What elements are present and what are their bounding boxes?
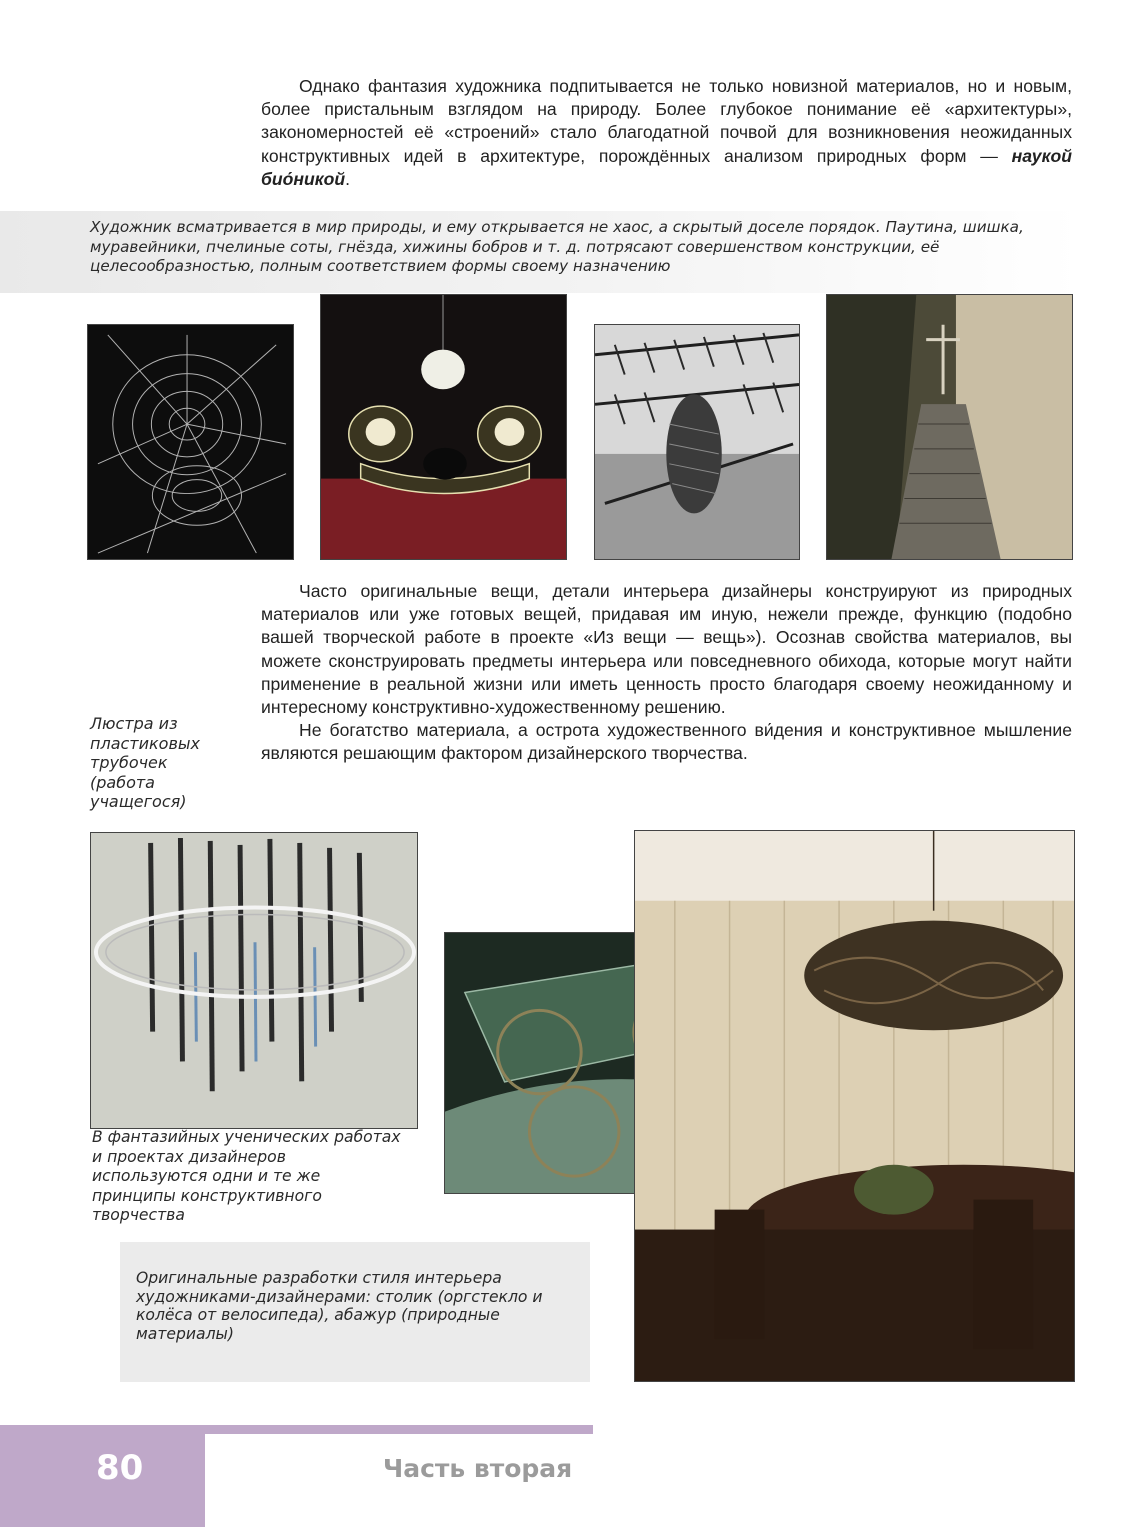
body-paragraph-2: Не богатство материала, а острота художественного ви́дения и конструктивное мышление являются решающим фактором дизайнерского творчества. xyxy=(261,720,1072,764)
plastic-chandelier-photo xyxy=(90,832,418,1129)
intro-text: Однако фантазия художника подпитывается не только новизной материалов, но и новым, более пристальным взглядом на природу. Более глубокое понимание её «архитектуры», закономерностей её «строений» стало благодатной почвой для возникновения неожиданных конструктивных идей в архитектуре, порождённых анализом природных форм — xyxy=(261,76,1072,166)
nature-caption: Художник всматривается в мир природы, и ему открывается не хаос, а скрытый доселе порядок. Паутина, шишка, муравейники, пчелиные соты, гнёзда, хижины бобров и т. д. потрясают совершенством конструкции, её целесообразностью, полным соответствием формы своему назначению xyxy=(90,218,1024,275)
page-number: 80 xyxy=(96,1448,144,1488)
student-works-caption: В фантазийных ученических работах и проектах дизайнеров используются одни и те же принципы конструктивного творчества xyxy=(92,1128,401,1224)
wire-chair-photo xyxy=(320,294,567,560)
anthill-tower-photo xyxy=(826,294,1073,560)
footer-band xyxy=(0,1425,593,1434)
interior-lampshade-photo xyxy=(634,830,1075,1382)
interior-caption: Оригинальные разработки стиля интерьера художниками-дизайнерами: столик (оргстекло и колёса от велосипеда), абажур (природные материалы) xyxy=(136,1269,543,1343)
body-text xyxy=(261,580,1072,766)
bionics-term: наукой био́никой xyxy=(261,145,1072,189)
spider-web-photo xyxy=(87,324,294,560)
intro-paragraph xyxy=(261,75,1072,191)
chandelier-caption: Люстра из пластиковых трубочек (работа учащегося) xyxy=(90,714,200,811)
pine-cone-photo xyxy=(594,324,800,560)
body-paragraph-1: Часто оригинальные вещи, детали интерьера дизайнеры конструируют из природных материалов или уже готовых вещей, придавая им иную, нежели прежде, функцию (подобно вашей творческой работе в проекте «Из вещи — вещь»). Осознав свойства материалов, вы можете сконструировать предметы интерьера или повседневного обихода, которые могут найти применение в реальной жизни или иметь ценность просто благодаря своему неожиданному и интересному конструктивно-художественному решению. xyxy=(261,581,1072,718)
intro-end: . xyxy=(345,168,351,189)
section-title: Часть вторая xyxy=(383,1454,573,1483)
